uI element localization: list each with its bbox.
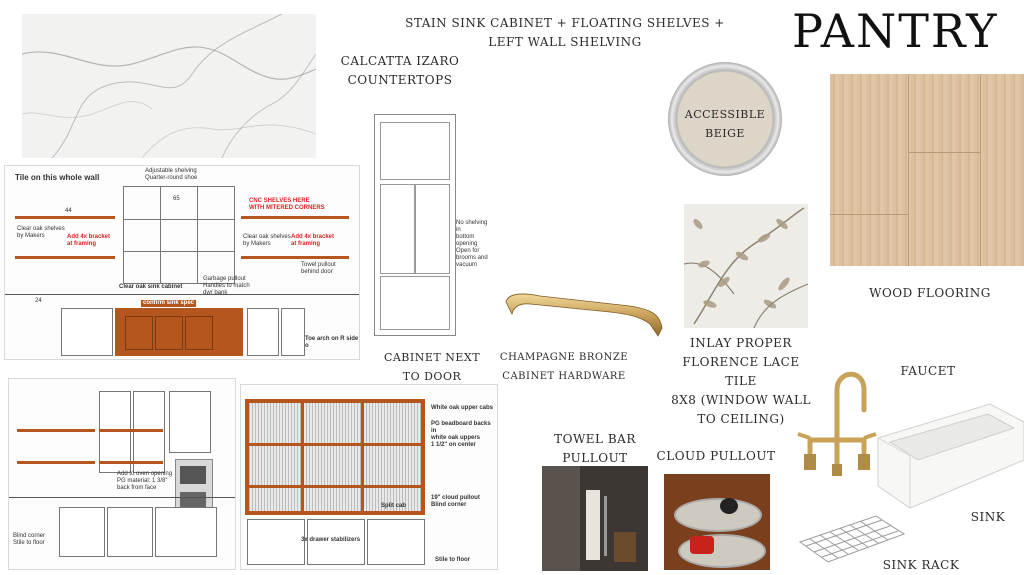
upper-cabinet-elevation xyxy=(240,384,498,570)
right-shelves-line1: Clear oak shelves xyxy=(243,234,291,240)
dim-mid: 65 xyxy=(173,196,180,202)
faucet-image xyxy=(792,360,882,480)
countertops-label xyxy=(330,52,470,90)
florence-lace-tile-swatch xyxy=(684,204,808,328)
sink-wall-elevation xyxy=(4,165,360,360)
oven-note-line3: back from face xyxy=(117,485,157,491)
countertop-swatch xyxy=(22,14,316,158)
sink-cabinet-note: Clear oak sink cabinet xyxy=(119,284,183,290)
paint-line2: BEIGE xyxy=(705,127,745,140)
toe-arch-note: Toe arch on R side o xyxy=(305,336,359,349)
cloud-pullout-label: CLOUD PULLOUT xyxy=(656,449,776,463)
blind-note-line2: Stile to floor xyxy=(13,540,45,546)
hardware-label xyxy=(496,348,632,386)
wood-flooring-label: WOOD FLOORING xyxy=(869,286,991,300)
hardware-line1: CHAMPAGNE BRONZE xyxy=(499,352,629,363)
beadboard-line3: 1 1/2" on center xyxy=(431,442,476,448)
cloud-pullout-photo xyxy=(664,474,770,570)
towel-pullout-line1: Towel pullout xyxy=(301,262,336,268)
tile-line1: INLAY PROPER xyxy=(690,336,792,350)
oven-note-line1: Add to oven opening xyxy=(117,471,173,477)
blind-corner-note xyxy=(13,533,45,547)
bracket-left-line1: Add 4x bracket xyxy=(67,234,111,240)
right-shelves-note xyxy=(243,234,291,248)
paint-label xyxy=(668,105,782,143)
beadboard-note xyxy=(431,421,497,449)
tile-line4: TO CEILING) xyxy=(697,412,785,426)
cabinet-door-line2: TO DOOR xyxy=(402,370,462,383)
tile-note: Tile on this whole wall xyxy=(15,173,100,182)
bracket-left-note xyxy=(67,234,110,248)
adjustable-shelving-note: Adjustable shelving xyxy=(145,168,197,174)
wood-flooring-swatch xyxy=(830,74,1024,266)
right-shelves-line2: by Makers xyxy=(243,241,271,247)
cabinet-door-line1: CABINET NEXT xyxy=(383,351,481,364)
broom-opening-note xyxy=(456,220,492,269)
dim-right: 24 xyxy=(35,298,42,304)
beadboard-line1: PG beadboard backs in xyxy=(431,421,491,434)
countertops-line2: COUNTERTOPS xyxy=(347,73,453,87)
farmhouse-sink-image xyxy=(870,400,1024,510)
cnc-note xyxy=(249,198,325,212)
bracket-right-line2: at framing xyxy=(291,241,321,247)
stain-cabinet-line2: LEFT WALL SHELVING xyxy=(488,35,642,49)
stabilizer-note: 3x drawer stabilizers xyxy=(301,537,361,543)
blind-note-line1: Blind corner xyxy=(13,533,46,539)
stain-cabinet-label xyxy=(400,14,730,52)
cloud-pullout-note xyxy=(431,495,480,509)
towel-pullout-line2: behind door xyxy=(301,269,333,275)
paint-line1: ACCESSIBLE xyxy=(684,108,766,121)
cabinet-pull-image xyxy=(500,284,670,344)
garbage-line3: dwr bank xyxy=(203,290,228,296)
beadboard-panels xyxy=(247,403,423,511)
cloud-note-line1: 19" cloud pullout xyxy=(431,495,480,501)
garbage-line2: Handles to match xyxy=(203,283,250,289)
cnc-note-line1: CNC SHELVES HERE xyxy=(249,198,310,204)
broom-note-line4: brooms and vacuum xyxy=(456,255,488,268)
upper-cabs-note: White oak upper cabs xyxy=(431,405,494,411)
stain-cabinet-line1: STAIN SINK CABINET + FLOATING SHELVES + xyxy=(405,16,725,30)
oven-note-line2: PG material: 1 3/8" xyxy=(117,478,168,484)
broom-note-line1: No shelving in xyxy=(456,220,488,233)
hardware-line2: CABINET HARDWARE xyxy=(502,371,626,382)
towel-bar-photo xyxy=(542,466,648,571)
tile-line3: 8X8 (WINDOW WALL xyxy=(671,393,811,407)
bracket-right-note xyxy=(291,234,334,248)
sink-label: SINK xyxy=(970,510,1006,524)
stile-note: Stile to floor xyxy=(435,557,470,563)
tall-cabinet-elevation xyxy=(370,110,492,338)
oven-wall-elevation xyxy=(8,378,236,570)
oven-note xyxy=(117,471,172,492)
garbage-note xyxy=(203,276,250,297)
sink-rack-label: SINK RACK xyxy=(882,558,960,572)
bracket-left-line2: at framing xyxy=(67,241,97,247)
garbage-line1: Garbage pullout xyxy=(203,276,246,282)
towel-pullout-note xyxy=(301,262,336,276)
left-shelves-line2: by Makers xyxy=(17,233,45,239)
broom-note-line3: Open for xyxy=(456,248,480,254)
beadboard-line2: white oak uppers xyxy=(431,435,481,441)
cnc-note-line2: WITH MITERED CORNERS xyxy=(249,205,325,211)
split-cab-note: Split cab xyxy=(381,503,407,509)
cloud-note-line2: Blind corner xyxy=(431,502,467,508)
left-shelves-line1: Clear oak shelves xyxy=(17,226,65,232)
bracket-right-line1: Add 4x bracket xyxy=(291,234,335,240)
tile-line2: FLORENCE LACE TILE xyxy=(682,355,800,388)
faucet-label: FAUCET xyxy=(900,364,956,378)
cabinet-door-label xyxy=(378,348,486,386)
confirm-sink-note: confirm sink spec xyxy=(143,300,195,306)
broom-note-line2: bottom opening xyxy=(456,234,478,247)
dim-left: 44 xyxy=(65,208,72,214)
towel-bar-label: TOWEL BAR PULLOUT xyxy=(554,432,636,465)
board-title: PANTRY xyxy=(792,4,999,58)
left-shelves-note xyxy=(17,226,65,240)
countertops-line1: CALCATTA IZARO xyxy=(340,54,460,68)
quarter-round-note: Quarter-round shoe xyxy=(145,175,198,181)
marble-veins xyxy=(22,14,316,158)
